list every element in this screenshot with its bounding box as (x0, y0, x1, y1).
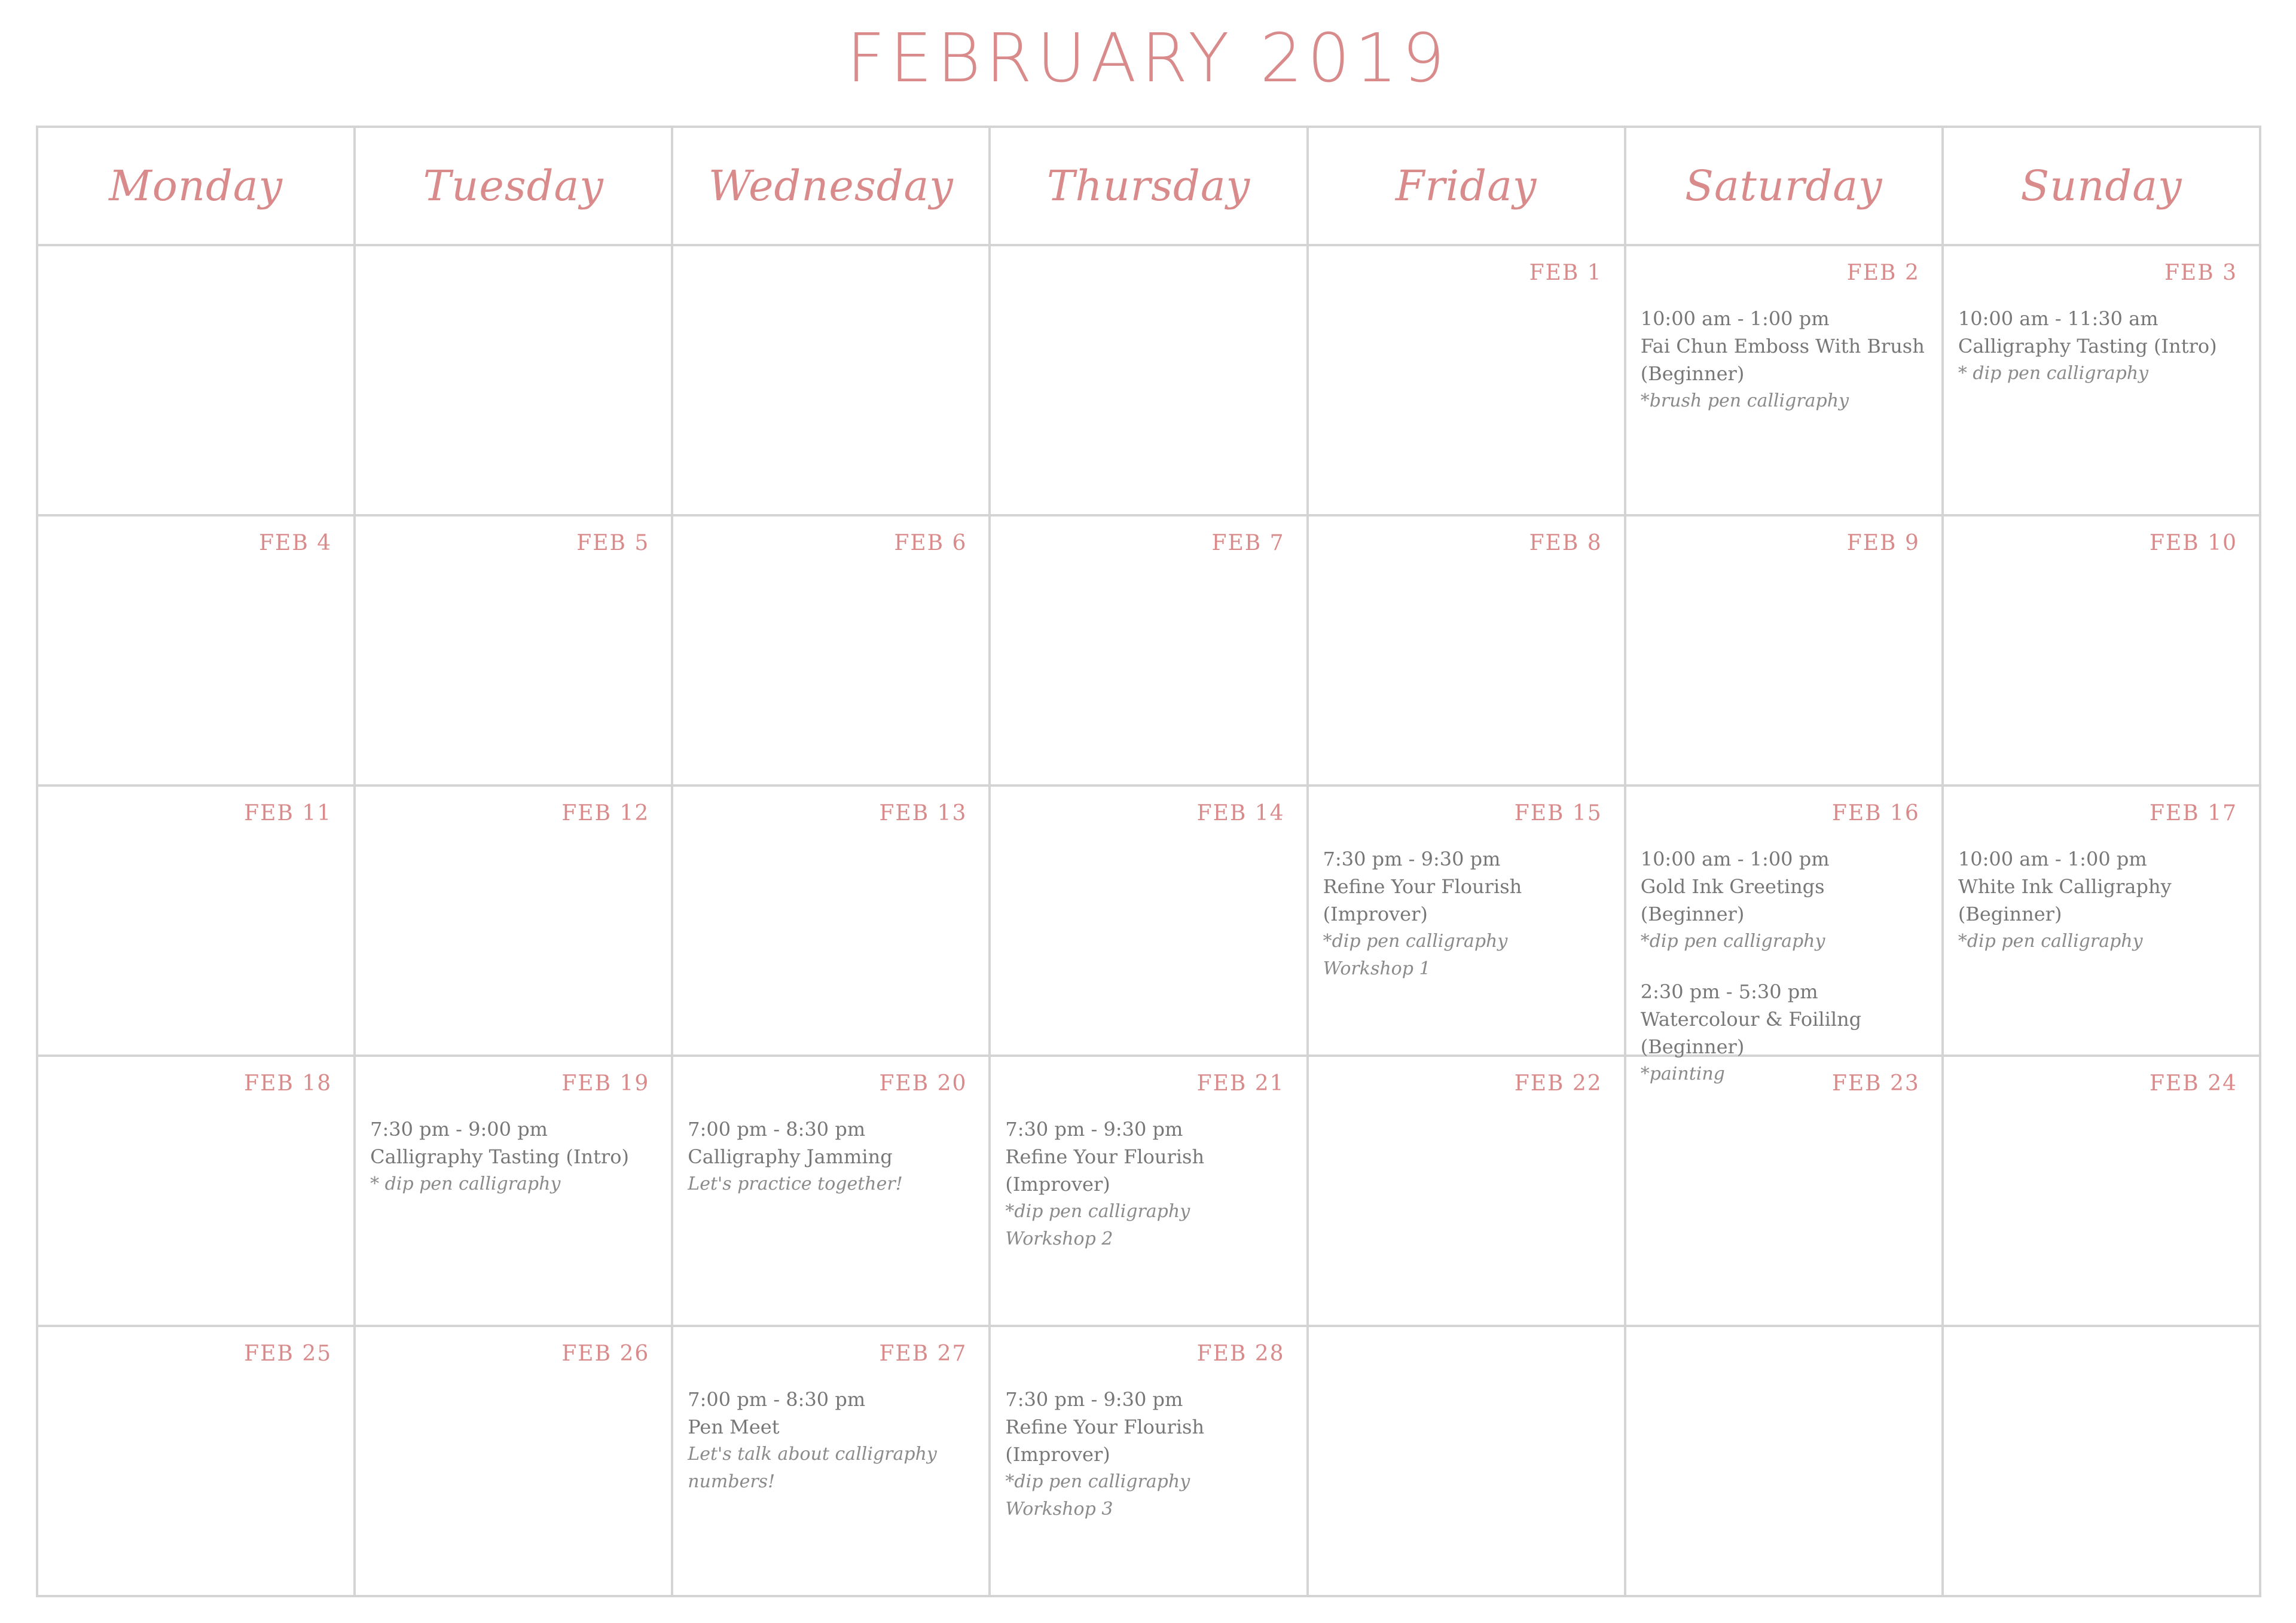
day-date-label: FEB 14 (1196, 801, 1285, 826)
event-title: White Ink Calligraphy (Beginner) (1958, 875, 2178, 925)
weekday-header-tuesday (356, 128, 673, 246)
day-date-label: FEB 21 (1196, 1071, 1285, 1096)
calendar-day-cell[interactable] (356, 787, 673, 1057)
calendar-event[interactable] (688, 1386, 979, 1496)
event-time: 7:30 pm - 9:30 pm (1323, 848, 1501, 870)
day-date-label: FEB 18 (244, 1071, 332, 1096)
event-list (1005, 1386, 1296, 1523)
calendar-day-cell[interactable] (38, 787, 356, 1057)
day-date-label: FEB 4 (259, 531, 332, 555)
weekday-header-sunday (1944, 128, 2261, 246)
event-list (688, 1386, 979, 1496)
calendar-day-cell[interactable] (1626, 1057, 1944, 1327)
calendar-day-cell[interactable] (1944, 787, 2261, 1057)
calendar-day-cell[interactable] (991, 787, 1308, 1057)
calendar-day-cell[interactable] (673, 516, 991, 787)
day-date-label: FEB 24 (2150, 1071, 2237, 1096)
event-note: *dip pen calligraphy (1005, 1471, 1190, 1492)
event-time: 10:00 am - 1:00 pm (1640, 307, 1830, 330)
event-note: *dip pen calligraphy (1958, 931, 2143, 952)
weekday-header-friday (1309, 128, 1626, 246)
calendar-day-cell[interactable] (991, 1057, 1308, 1327)
calendar-grid (36, 126, 2261, 1597)
day-date-label: FEB 23 (1831, 1071, 1920, 1096)
event-note: * dip pen calligraphy (1958, 363, 2149, 384)
calendar-event[interactable] (1005, 1386, 1296, 1523)
weekday-label: Friday (1395, 161, 1537, 210)
event-time: 7:30 pm - 9:00 pm (370, 1118, 548, 1141)
event-note: *painting (1640, 1063, 1725, 1084)
day-date-label: FEB 22 (1514, 1071, 1602, 1096)
day-date-label: FEB 10 (2150, 531, 2237, 555)
event-time: 7:00 pm - 8:30 pm (688, 1118, 866, 1141)
weekday-header-wednesday (673, 128, 991, 246)
calendar-event[interactable] (370, 1115, 661, 1198)
event-title: Refine Your Flourish (Improver) (1005, 1145, 1211, 1196)
event-title: Calligraphy Tasting (Intro) (1958, 335, 2217, 357)
event-note: * dip pen calligraphy (370, 1173, 561, 1194)
calendar-day-cell[interactable] (1309, 516, 1626, 787)
calendar-day-cell[interactable] (38, 1057, 356, 1327)
event-note: Workshop 2 (1005, 1228, 1113, 1249)
event-note: Let's practice together! (688, 1173, 903, 1194)
calendar-title: FEBRUARY 2019 (846, 20, 1450, 97)
calendar-day-cell[interactable] (673, 787, 991, 1057)
event-list (1323, 845, 1614, 983)
calendar-event[interactable] (1958, 305, 2249, 387)
day-date-label: FEB 26 (561, 1341, 650, 1366)
calendar-day-cell[interactable] (38, 1327, 356, 1597)
calendar-event[interactable] (1641, 305, 1932, 415)
day-date-label: FEB 12 (561, 801, 650, 826)
day-date-label: FEB 5 (576, 531, 650, 555)
event-time: 10:00 am - 1:00 pm (1640, 848, 1830, 870)
event-title: Fai Chun Emboss With Brush (Beginner) (1640, 335, 1931, 385)
calendar-day-cell[interactable] (356, 516, 673, 787)
calendar-day-cell[interactable] (356, 1327, 673, 1597)
calendar-day-cell[interactable] (38, 246, 356, 516)
day-date-label: FEB 28 (1196, 1341, 1285, 1366)
weekday-label: Thursday (1046, 161, 1251, 210)
calendar-day-cell[interactable] (356, 1057, 673, 1327)
calendar-event[interactable] (1641, 845, 1932, 955)
day-date-label: FEB 11 (244, 801, 332, 826)
calendar-event[interactable] (1958, 845, 2249, 955)
calendar-day-cell[interactable] (1944, 516, 2261, 787)
calendar-event[interactable] (1005, 1115, 1296, 1253)
day-date-label: FEB 15 (1514, 801, 1602, 826)
day-date-label: FEB 20 (879, 1071, 967, 1096)
event-time: 10:00 am - 1:00 pm (1958, 848, 2147, 870)
event-note: *dip pen calligraphy (1640, 931, 1825, 952)
calendar-day-cell[interactable] (1626, 1327, 1944, 1597)
weekday-label: Sunday (2020, 161, 2182, 210)
weekday-header-monday (38, 128, 356, 246)
calendar-event[interactable] (1323, 845, 1614, 983)
event-title: Calligraphy Jamming (688, 1145, 893, 1168)
event-note: *dip pen calligraphy (1005, 1201, 1190, 1222)
calendar-day-cell[interactable] (1626, 516, 1944, 787)
event-note: Let's talk about calligraphy numbers! (688, 1444, 937, 1492)
weekday-header-saturday (1626, 128, 1944, 246)
calendar-day-cell[interactable] (991, 516, 1308, 787)
calendar-day-cell[interactable] (673, 246, 991, 516)
event-time: 7:30 pm - 9:30 pm (1005, 1388, 1183, 1411)
calendar-day-cell[interactable] (1944, 1057, 2261, 1327)
event-list (1641, 305, 1932, 415)
event-title: Calligraphy Tasting (Intro) (370, 1145, 629, 1168)
weekday-label: Monday (109, 161, 283, 210)
calendar-day-cell[interactable] (991, 246, 1308, 516)
calendar-day-cell[interactable] (38, 516, 356, 787)
day-date-label: FEB 7 (1211, 531, 1285, 555)
event-time: 7:30 pm - 9:30 pm (1005, 1118, 1183, 1141)
calendar-day-cell[interactable] (1309, 787, 1626, 1057)
event-list (688, 1115, 979, 1198)
calendar-day-cell[interactable] (1309, 246, 1626, 516)
calendar-event[interactable] (688, 1115, 979, 1198)
event-list (1005, 1115, 1296, 1253)
calendar-day-cell[interactable] (1944, 1327, 2261, 1597)
day-date-label: FEB 9 (1846, 531, 1920, 555)
calendar-day-cell[interactable] (356, 246, 673, 516)
calendar-day-cell[interactable] (991, 1327, 1308, 1597)
event-list (1958, 305, 2249, 387)
event-list (370, 1115, 661, 1198)
day-date-label: FEB 2 (1846, 261, 1920, 285)
event-list (1641, 845, 1932, 1088)
event-title: Refine Your Flourish (Improver) (1323, 875, 1528, 925)
event-note: *brush pen calligraphy (1640, 390, 1849, 411)
calendar-day-cell[interactable] (673, 1327, 991, 1597)
event-time: 2:30 pm - 5:30 pm (1640, 980, 1818, 1003)
weekday-label: Saturday (1685, 161, 1883, 210)
day-date-label: FEB 6 (894, 531, 967, 555)
event-title: Watercolour & Foililng (Beginner) (1640, 1008, 1868, 1058)
event-title: Gold Ink Greetings (Beginner) (1640, 875, 1831, 925)
day-date-label: FEB 16 (1831, 801, 1920, 826)
weekday-label: Wednesday (708, 161, 954, 210)
event-title: Refine Your Flourish (Improver) (1005, 1416, 1211, 1466)
calendar-day-cell[interactable] (1626, 246, 1944, 516)
event-list (1958, 845, 2249, 955)
day-date-label: FEB 17 (2150, 801, 2237, 826)
calendar-day-cell[interactable] (673, 1057, 991, 1327)
calendar-day-cell[interactable] (1944, 246, 2261, 516)
day-date-label: FEB 13 (879, 801, 967, 826)
day-date-label: FEB 27 (879, 1341, 967, 1366)
weekday-header-thursday (991, 128, 1308, 246)
day-date-label: FEB 3 (2164, 261, 2237, 285)
day-date-label: FEB 19 (561, 1071, 650, 1096)
event-note: *dip pen calligraphy (1323, 931, 1508, 952)
event-time: 7:00 pm - 8:30 pm (688, 1388, 866, 1411)
calendar-day-cell[interactable] (1309, 1057, 1626, 1327)
weekday-label: Tuesday (423, 161, 604, 210)
calendar-day-cell[interactable] (1309, 1327, 1626, 1597)
event-title: Pen Meet (688, 1416, 780, 1438)
day-date-label: FEB 25 (244, 1341, 332, 1366)
day-date-label: FEB 8 (1529, 531, 1602, 555)
event-time: 10:00 am - 11:30 am (1958, 307, 2158, 330)
day-date-label: FEB 1 (1529, 261, 1602, 285)
event-note: Workshop 1 (1323, 958, 1431, 979)
event-note: Workshop 3 (1005, 1499, 1113, 1520)
